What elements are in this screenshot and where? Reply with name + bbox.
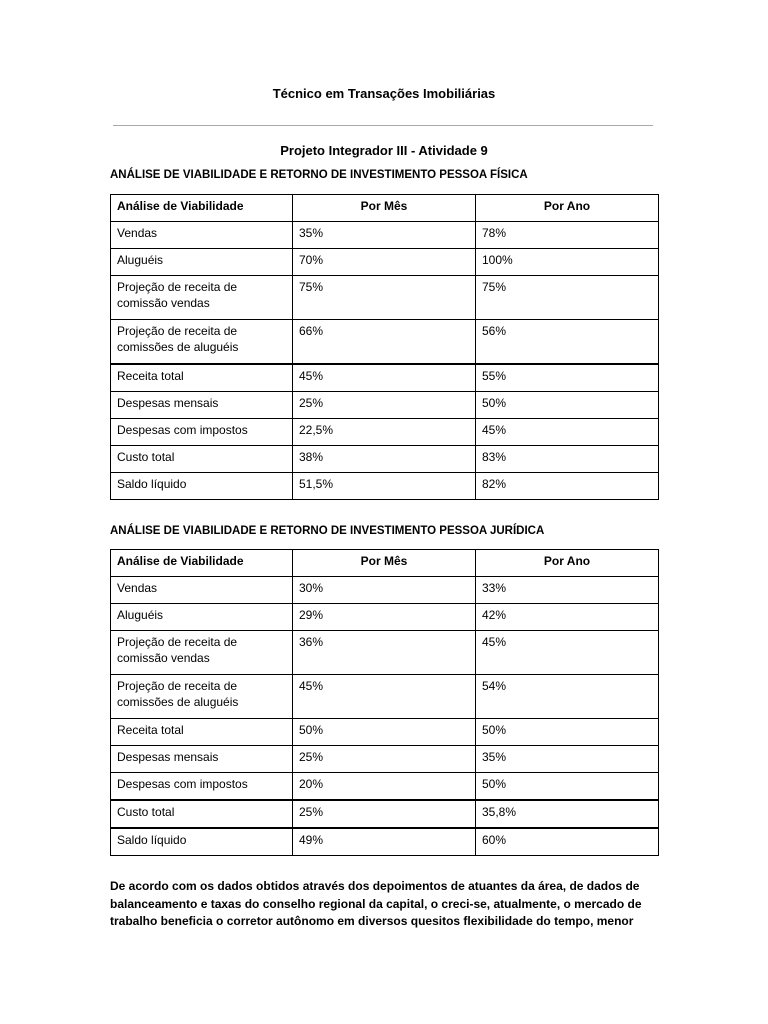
cell-por-mes: 36% [293, 631, 476, 675]
cell-por-mes: 45% [293, 364, 476, 392]
column-header-por-mes: Por Mês [293, 195, 476, 222]
cell-por-mes: 29% [293, 604, 476, 631]
header-divider [113, 125, 653, 126]
cell-por-mes: 49% [293, 828, 476, 856]
row-label: Projeção de receita de comissões de aluguéis [111, 320, 293, 365]
cell-por-ano: 33% [476, 577, 659, 604]
cell-por-mes: 45% [293, 675, 476, 719]
row-label: Receita total [111, 364, 293, 392]
cell-por-mes: 51,5% [293, 473, 476, 500]
cell-por-ano: 50% [476, 392, 659, 419]
table-pessoa-juridica [110, 549, 659, 856]
cell-por-mes: 38% [293, 446, 476, 473]
table-row [111, 746, 659, 773]
cell-por-ano: 54% [476, 675, 659, 719]
cell-por-ano: 78% [476, 222, 659, 249]
row-label: Despesas mensais [111, 392, 293, 419]
cell-por-ano: 45% [476, 419, 659, 446]
cell-por-ano: 60% [476, 828, 659, 856]
cell-por-ano: 56% [476, 320, 659, 365]
table-header-row [111, 550, 659, 577]
table-row [111, 577, 659, 604]
cell-por-mes: 30% [293, 577, 476, 604]
table-row [111, 604, 659, 631]
cell-por-ano: 45% [476, 631, 659, 675]
cell-por-mes: 25% [293, 746, 476, 773]
section-heading-pessoa-fisica: ANÁLISE DE VIABILIDADE E RETORNO DE INVESTIMENTO PESSOA FÍSICA [110, 169, 528, 181]
row-label: Custo total [111, 446, 293, 473]
table-row [111, 773, 659, 801]
row-label: Vendas [111, 577, 293, 604]
section-heading-pessoa-juridica: ANÁLISE DE VIABILIDADE E RETORNO DE INVESTIMENTO PESSOA JURÍDICA [110, 525, 545, 537]
column-header-analise: Análise de Viabilidade [111, 195, 293, 222]
cell-por-ano: 82% [476, 473, 659, 500]
paragraph-line: De acordo com os dados obtidos através dos depoimentos de atuantes da área, de dados de [110, 879, 640, 893]
column-header-analise: Análise de Viabilidade [111, 550, 293, 577]
cell-por-mes: 25% [293, 392, 476, 419]
cell-por-mes: 50% [293, 719, 476, 746]
conclusion-paragraph [110, 878, 658, 931]
table-row [111, 320, 659, 365]
row-label: Aluguéis [111, 604, 293, 631]
row-label: Despesas mensais [111, 746, 293, 773]
cell-por-ano: 35% [476, 746, 659, 773]
table-row [111, 719, 659, 746]
cell-por-ano: 55% [476, 364, 659, 392]
cell-por-mes: 35% [293, 222, 476, 249]
project-subtitle: Projeto Integrador III - Atividade 9 [280, 143, 488, 158]
table-row [111, 249, 659, 276]
column-header-por-ano: Por Ano [476, 550, 659, 577]
row-label: Projeção de receita de comissão vendas [111, 631, 293, 675]
row-label: Custo total [111, 800, 293, 828]
table-header-row [111, 195, 659, 222]
row-label: Projeção de receita de comissões de aluguéis [111, 675, 293, 719]
cell-por-ano: 100% [476, 249, 659, 276]
row-label: Projeção de receita de comissão vendas [111, 276, 293, 320]
cell-por-ano: 75% [476, 276, 659, 320]
row-label: Saldo líquido [111, 473, 293, 500]
column-header-por-ano: Por Ano [476, 195, 659, 222]
table-row [111, 631, 659, 675]
paragraph-line: trabalho beneficia o corretor autônomo em diversos quesitos flexibilidade do tempo, menor [110, 914, 634, 928]
table-row [111, 419, 659, 446]
cell-por-mes: 66% [293, 320, 476, 365]
table-row [111, 222, 659, 249]
table-row [111, 392, 659, 419]
paragraph-line: balanceamento e taxas do conselho regional da capital, o creci-se, atualmente, o mercado de [110, 896, 642, 911]
cell-por-mes: 25% [293, 800, 476, 828]
cell-por-mes: 70% [293, 249, 476, 276]
row-label: Saldo líquido [111, 828, 293, 856]
table-row [111, 446, 659, 473]
row-label: Despesas com impostos [111, 773, 293, 801]
row-label: Aluguéis [111, 249, 293, 276]
cell-por-mes: 20% [293, 773, 476, 801]
cell-por-ano: 83% [476, 446, 659, 473]
cell-por-ano: 50% [476, 773, 659, 801]
row-label: Receita total [111, 719, 293, 746]
row-label: Vendas [111, 222, 293, 249]
table-row [111, 473, 659, 500]
table-row [111, 828, 659, 856]
cell-por-mes: 75% [293, 276, 476, 320]
row-label: Despesas com impostos [111, 419, 293, 446]
table-row [111, 276, 659, 320]
cell-por-ano: 50% [476, 719, 659, 746]
cell-por-ano: 42% [476, 604, 659, 631]
table-row [111, 675, 659, 719]
course-title: Técnico em Transações Imobiliárias [272, 86, 496, 101]
cell-por-ano: 35,8% [476, 800, 659, 828]
table-row [111, 364, 659, 392]
cell-por-mes: 22,5% [293, 419, 476, 446]
column-header-por-mes: Por Mês [293, 550, 476, 577]
table-pessoa-fisica [110, 194, 659, 500]
table-row [111, 800, 659, 828]
